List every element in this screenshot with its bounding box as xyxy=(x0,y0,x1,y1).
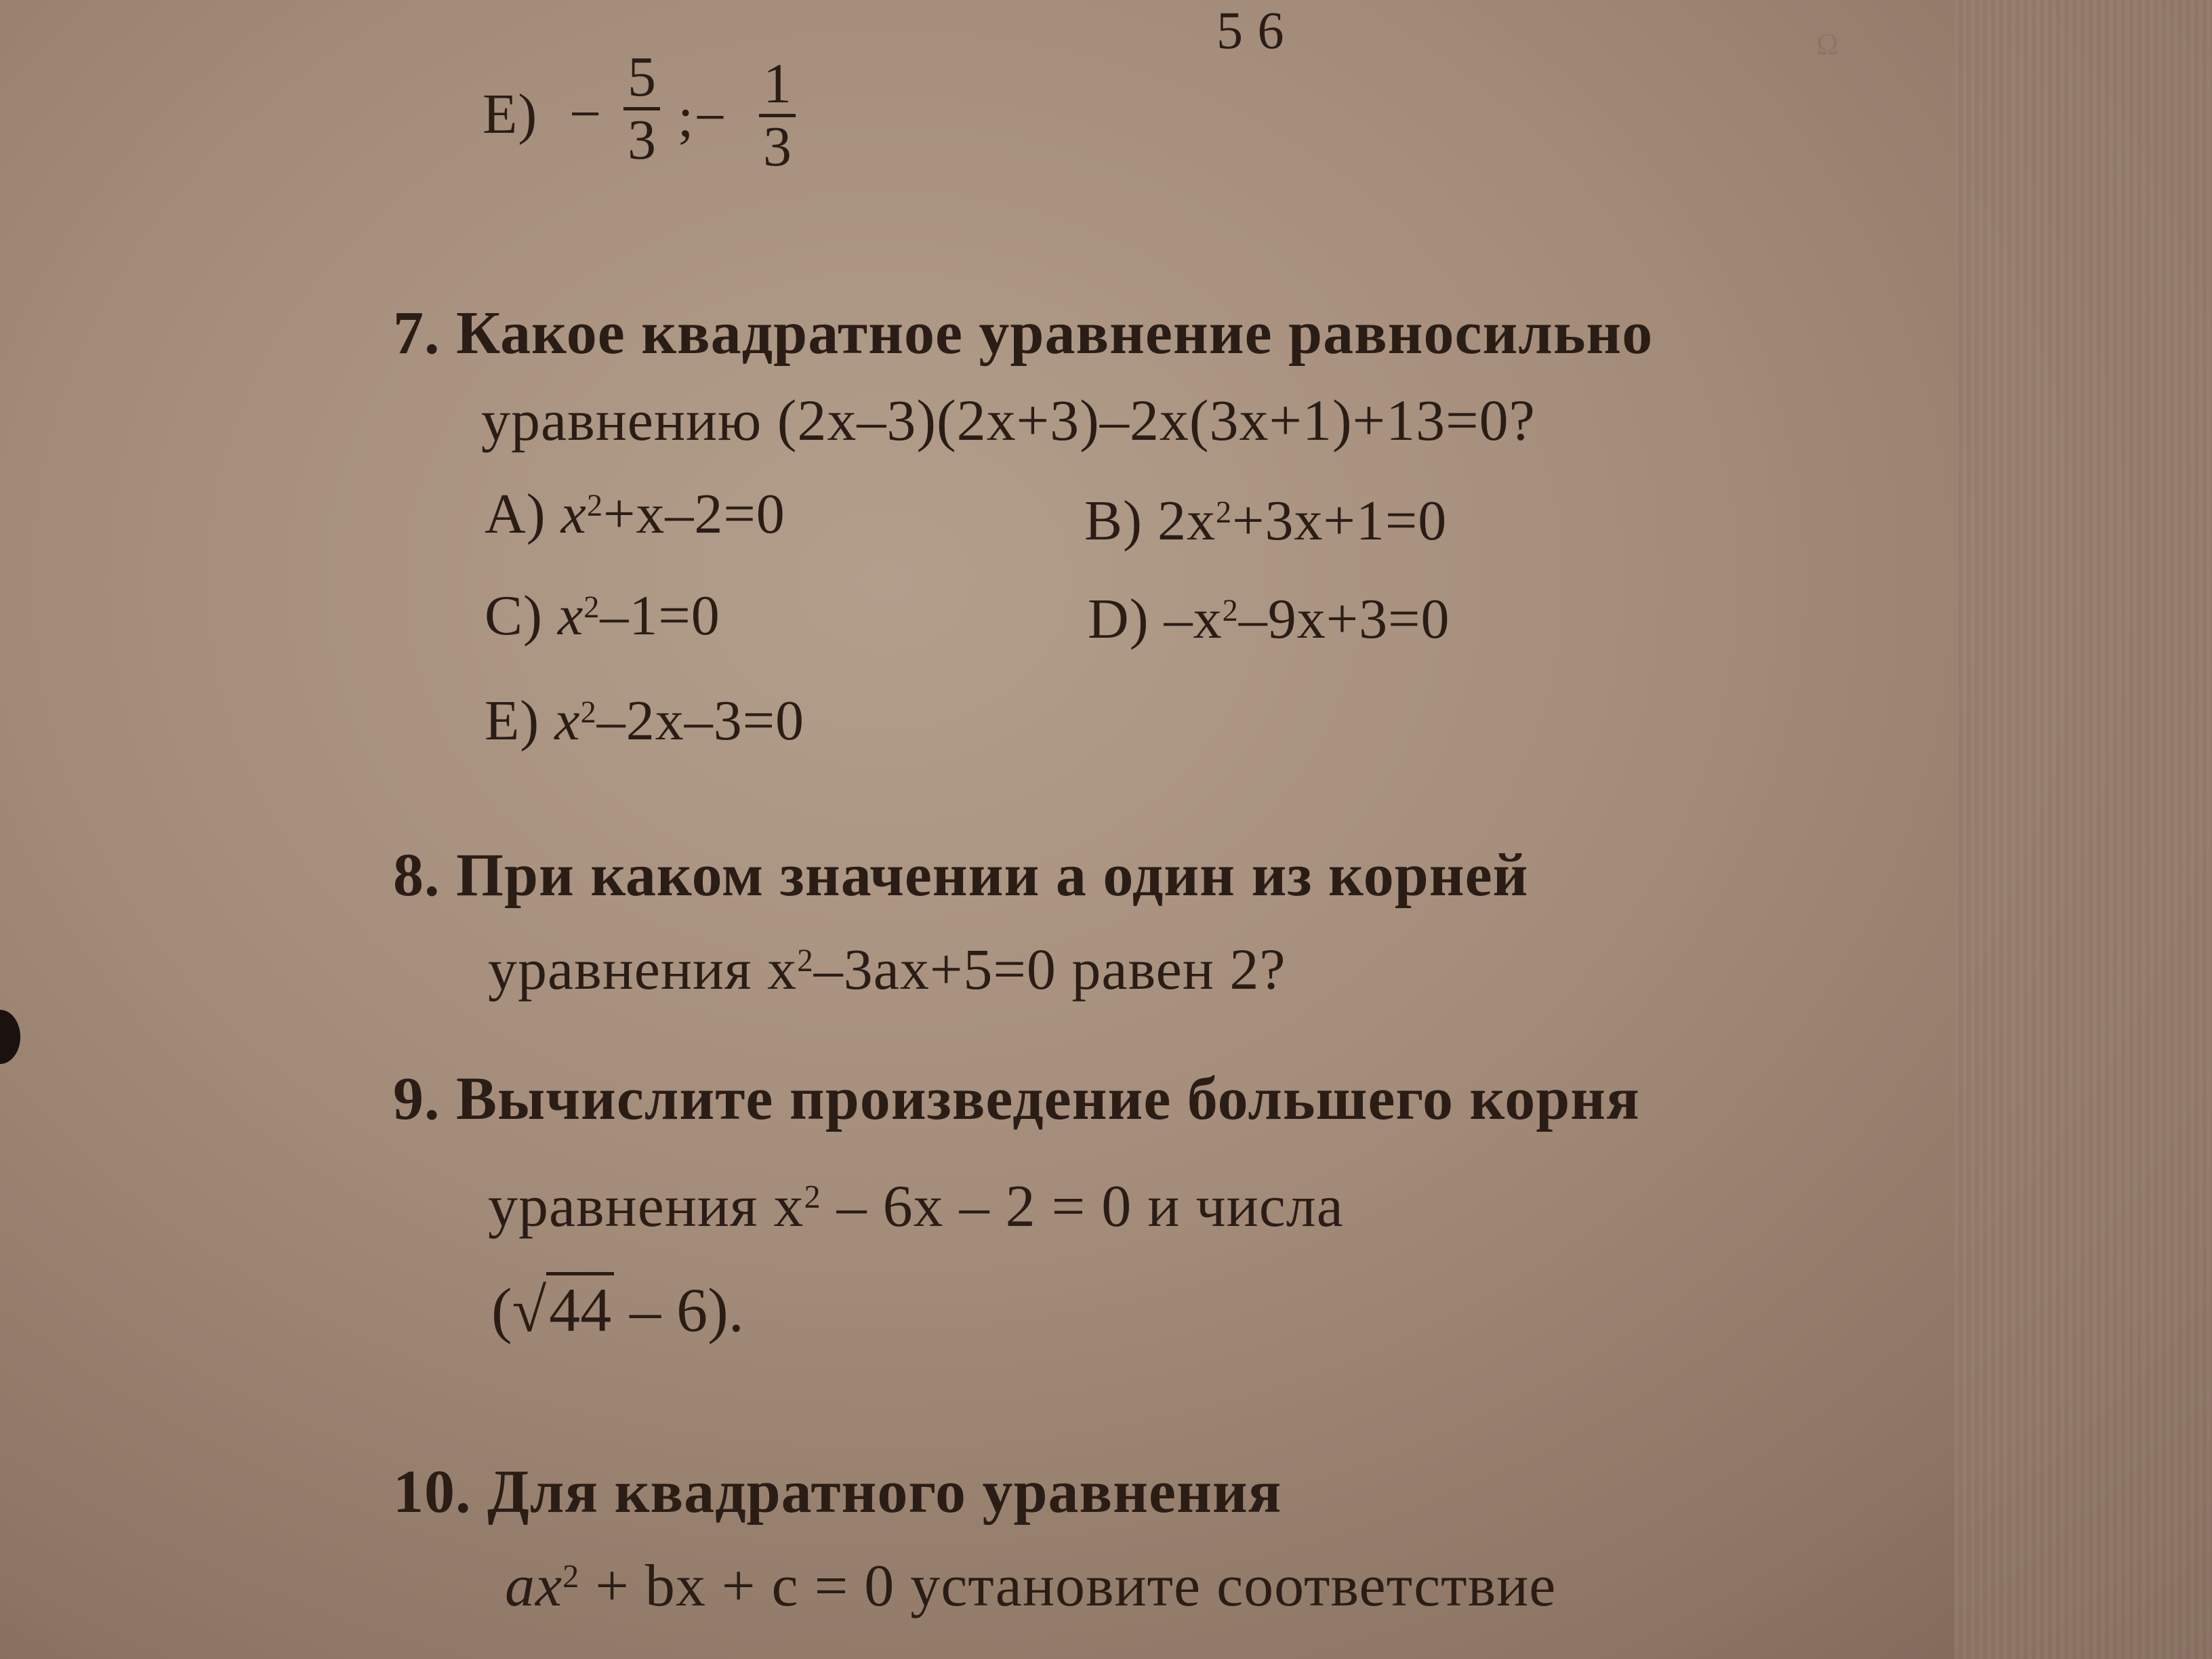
q7-option-b-label: B) xyxy=(1084,489,1143,552)
q7-option-e-label: E) xyxy=(485,689,540,752)
q6-minus: − xyxy=(569,83,602,146)
page-stack-edge xyxy=(1954,0,2212,1659)
q6-fraction-2-numerator: 1 xyxy=(759,54,796,117)
q7-option-b-rest: +3x+1=0 xyxy=(1232,489,1448,552)
q9-line-2-end: – 6x – 2 = 0 и числа xyxy=(821,1174,1344,1240)
q9-open-paren: ( xyxy=(491,1275,512,1345)
q6-fraction-2 xyxy=(759,54,796,177)
q7-option-d-var: –x xyxy=(1164,588,1223,651)
q7-option-d-rest: –9x+3=0 xyxy=(1238,588,1450,651)
q6-fraction-2-denominator: 3 xyxy=(763,115,792,179)
q7-option-c-var: x xyxy=(558,584,584,647)
sqrt-icon: √ xyxy=(512,1275,547,1345)
q7-option-c-rest: –1=0 xyxy=(600,584,720,647)
q6-separator: ;− xyxy=(678,86,727,149)
q7-option-c xyxy=(485,583,720,649)
q6-fraction-1-denominator: 3 xyxy=(628,108,656,172)
q6-fraction-1-numerator: 5 xyxy=(623,47,660,110)
q7-option-e xyxy=(485,688,804,754)
q9-exp: 2 xyxy=(804,1179,821,1216)
q7-option-d-exp: 2 xyxy=(1222,592,1239,628)
q7-option-a-var: x xyxy=(560,483,587,546)
q6-option-e-label: E) xyxy=(483,83,538,146)
q7-option-b-exp: 2 xyxy=(1216,494,1233,529)
q7-option-e-rest: –2x–3=0 xyxy=(596,689,805,752)
q8-line-2 xyxy=(488,935,1286,1003)
top-fragment: 5 6 xyxy=(1216,1,1285,60)
q10-line-1: 10. Для квадратного уравнения xyxy=(393,1458,1282,1525)
q7-option-c-label: C) xyxy=(485,584,543,647)
q9-radicand: 44 xyxy=(546,1272,614,1345)
q7-option-a-label: A) xyxy=(485,483,546,546)
q7-option-d xyxy=(1088,586,1450,652)
q7-option-e-var: x xyxy=(554,689,581,752)
bleed-through-text: Ω xyxy=(1816,28,1839,61)
page-marker-dot xyxy=(0,1010,20,1064)
q7-option-b xyxy=(1084,488,1447,554)
q7-option-a xyxy=(485,481,785,547)
q9-line-2-start: уравнения x xyxy=(488,1174,804,1240)
q8-line-2-end: –3ax+5=0 равен 2? xyxy=(813,937,1286,1002)
q9-line-2 xyxy=(488,1172,1344,1241)
q7-option-a-rest: +x–2=0 xyxy=(603,483,785,546)
q7-line-1: 7. Какое квадратное уравнение равносильно xyxy=(393,300,1654,367)
q7-option-e-exp: 2 xyxy=(580,694,597,729)
q10-exp: 2 xyxy=(562,1559,580,1595)
q10-line-2-start: ax xyxy=(505,1553,563,1619)
q7-option-d-label: D) xyxy=(1088,588,1149,651)
q7-option-b-var: 2x xyxy=(1158,489,1216,552)
q7-option-a-exp: 2 xyxy=(586,487,604,523)
q6-fraction-1 xyxy=(623,47,660,170)
q10-line-2 xyxy=(505,1552,1556,1620)
q7-option-c-exp: 2 xyxy=(583,589,600,624)
q7-line-2: уравнению (2x–3)(2x+3)–2x(3x+1)+13=0? xyxy=(481,388,1536,453)
q8-exp: 2 xyxy=(797,943,814,979)
q8-line-1: 8. При каком значении a один из корней xyxy=(393,842,1529,909)
q9-sqrt-expression xyxy=(491,1274,744,1346)
q8-line-2-start: уравнения x xyxy=(488,937,798,1002)
q9-sqrt-rest: – 6). xyxy=(614,1275,744,1345)
q10-line-2-end: + bx + c = 0 установите соответствие xyxy=(579,1553,1557,1619)
q9-line-1: 9. Вычислите произведение большего корня xyxy=(393,1065,1640,1132)
